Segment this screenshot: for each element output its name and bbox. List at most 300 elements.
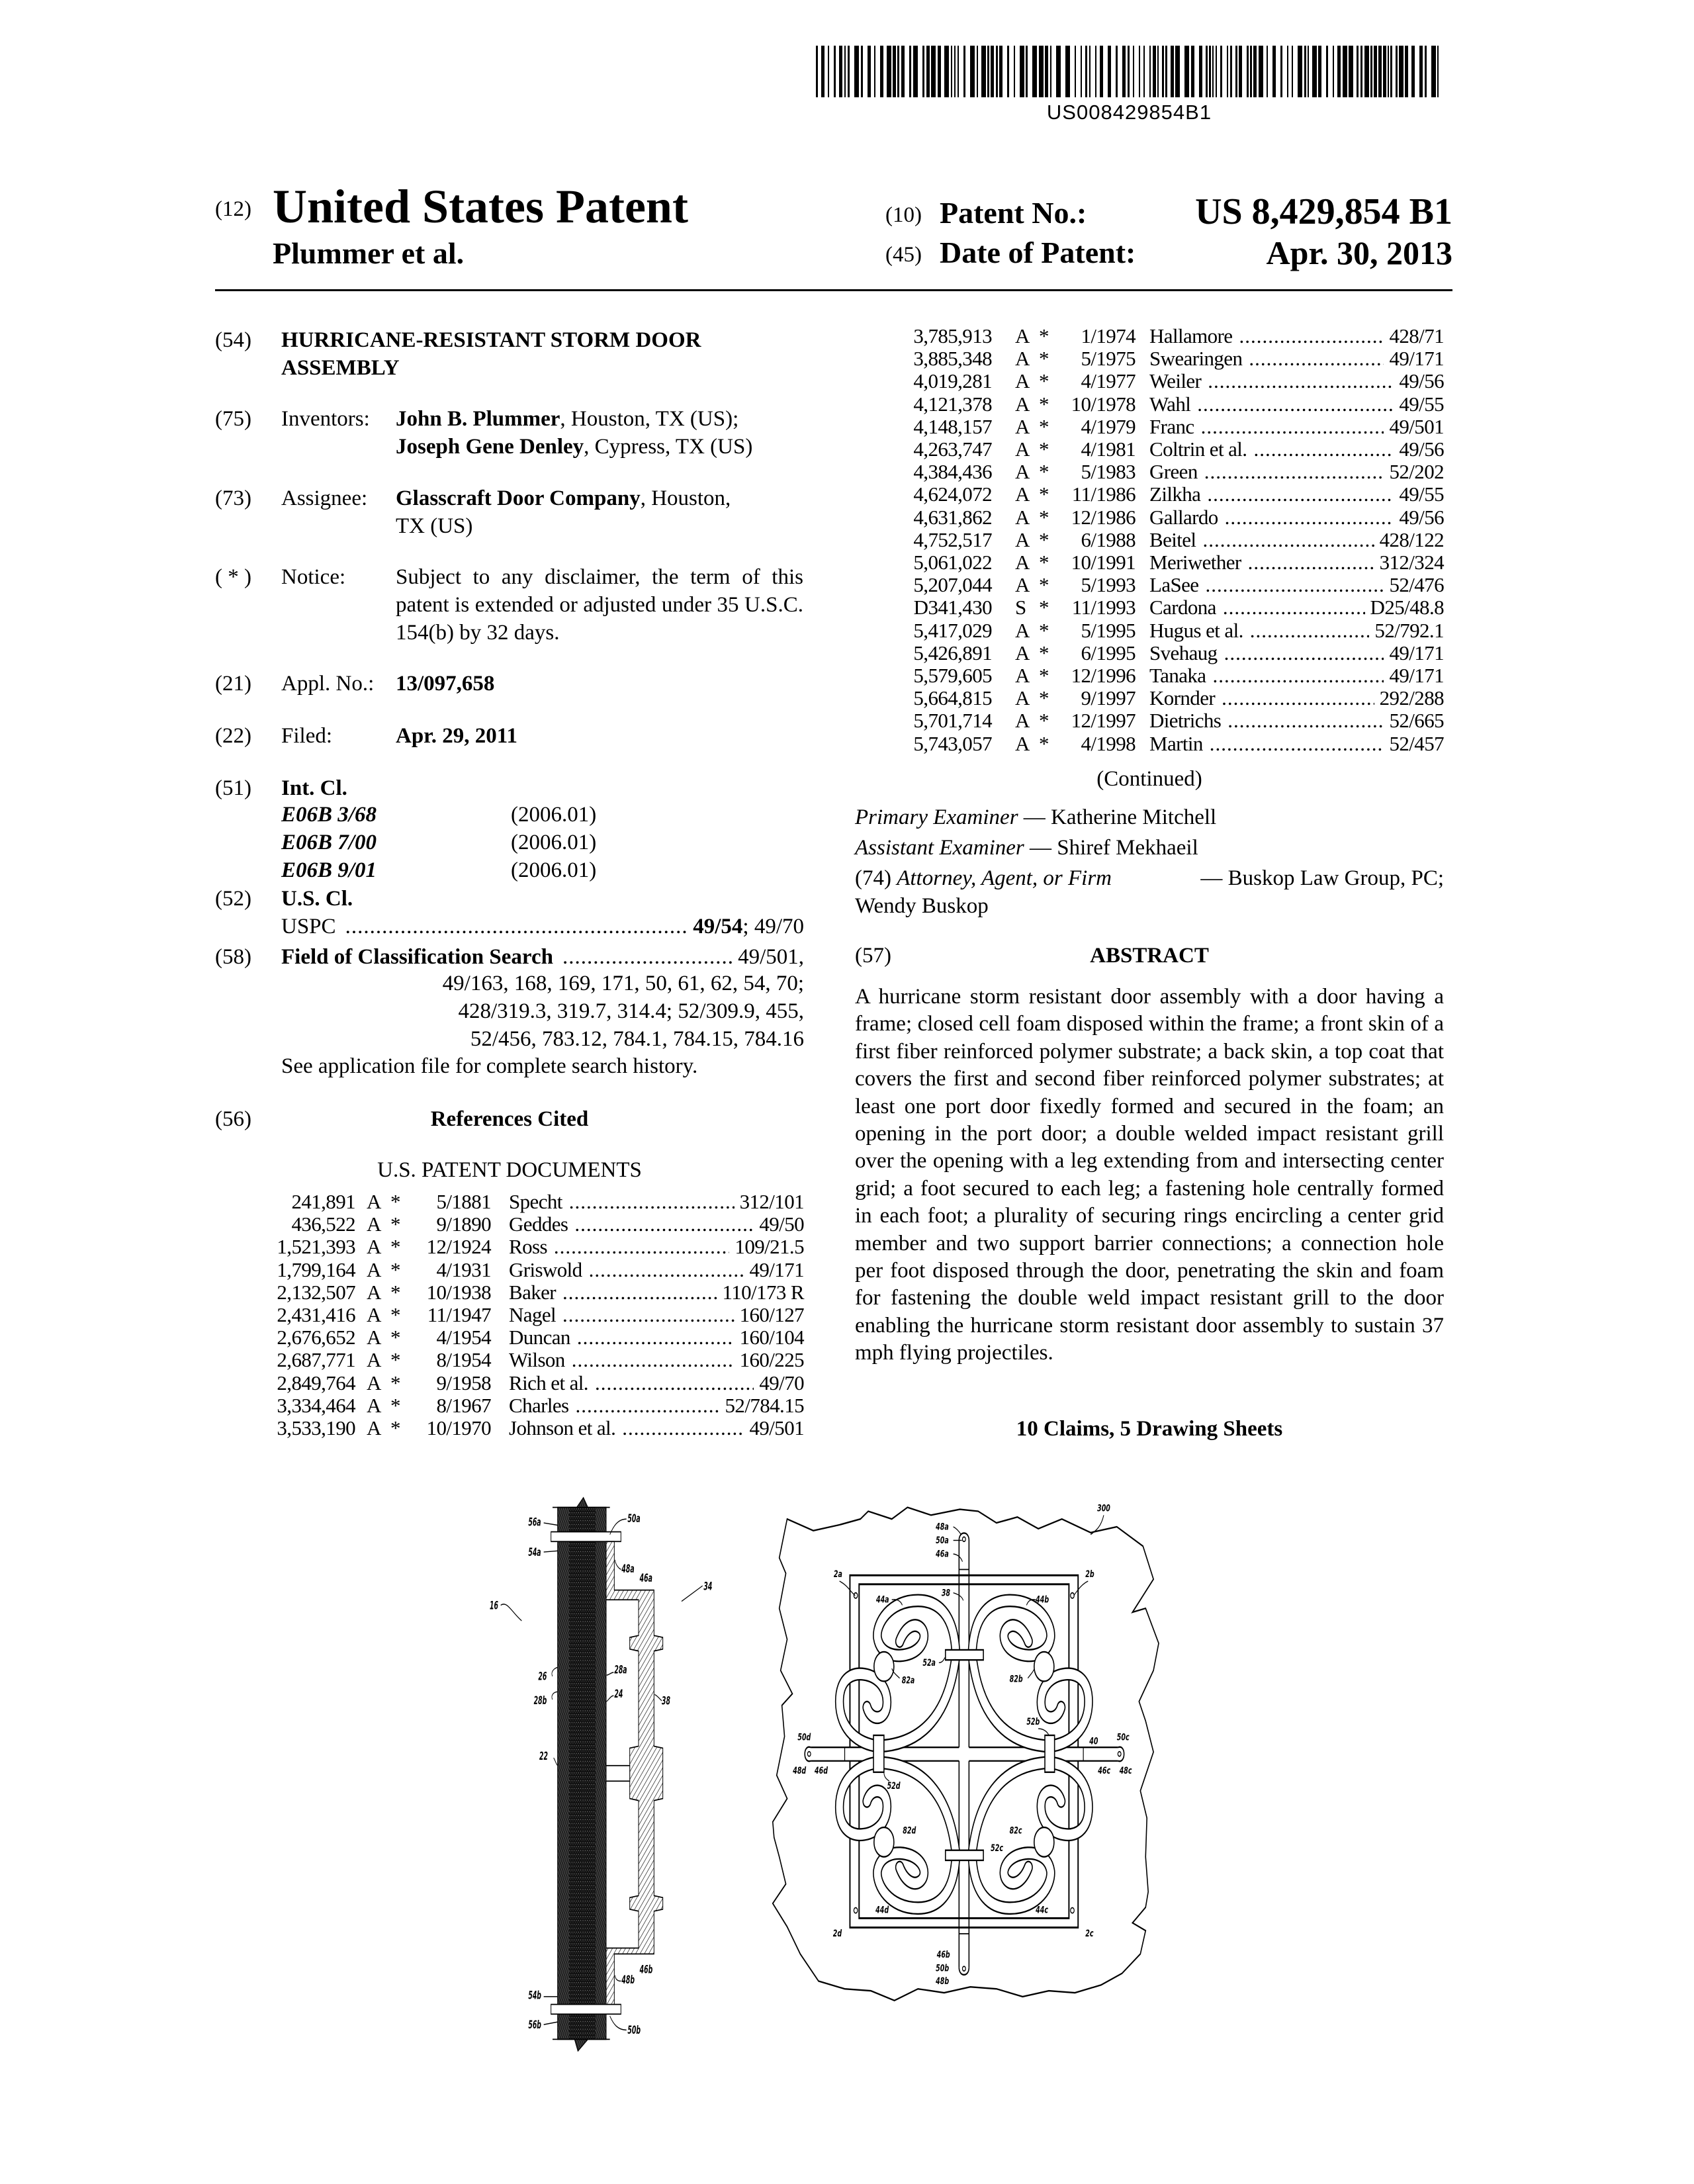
document-type: United States Patent bbox=[273, 180, 688, 233]
kind-code: A bbox=[367, 1416, 381, 1439]
reference-row bbox=[860, 347, 1444, 370]
barcode-bar bbox=[848, 46, 850, 97]
examiner-cited-mark: * bbox=[390, 1212, 400, 1236]
ref-label: 2a bbox=[833, 1569, 842, 1580]
barcode-bar bbox=[901, 46, 905, 97]
barcode-bar bbox=[1199, 46, 1202, 97]
examiner-cited-mark: * bbox=[1039, 414, 1049, 438]
ref-label: 28a bbox=[614, 1664, 627, 1677]
dot-leader bbox=[345, 913, 688, 940]
examiner-cited-mark: * bbox=[1039, 369, 1049, 393]
examiner-cited-mark: * bbox=[1039, 324, 1049, 347]
ref-label: 2b bbox=[1085, 1569, 1094, 1580]
ref-label: 50a bbox=[936, 1535, 949, 1546]
uspc-main-class: 49/54 bbox=[693, 915, 743, 938]
examiner-cited-mark: * bbox=[1039, 641, 1049, 664]
barcode-bar bbox=[938, 46, 941, 97]
issue-date: 5/1975 bbox=[1081, 347, 1136, 371]
appl-code: (21) bbox=[215, 672, 251, 696]
int-cl-class: E06B 3/68 bbox=[281, 803, 377, 827]
inventor-and-class bbox=[509, 1213, 804, 1236]
barcode-bar bbox=[1267, 46, 1268, 97]
us-class: 49/501 bbox=[749, 1416, 804, 1439]
issue-date: 11/1947 bbox=[427, 1303, 491, 1326]
ref-label: 24 bbox=[614, 1688, 623, 1702]
kind-code: A bbox=[367, 1393, 381, 1417]
kind-code: A bbox=[1015, 505, 1030, 529]
reference-row bbox=[860, 574, 1444, 596]
kind-code: A bbox=[1015, 551, 1030, 574]
reference-row bbox=[860, 529, 1444, 551]
issue-date: 10/1978 bbox=[1071, 392, 1136, 416]
patent-number: 2,676,652 bbox=[277, 1326, 355, 1349]
kind-code: A bbox=[367, 1326, 381, 1349]
patent-number: 5,579,605 bbox=[913, 664, 992, 687]
inventor-and-class bbox=[1149, 461, 1444, 483]
issue-date: 1/1974 bbox=[1081, 324, 1136, 347]
inventor-and-class bbox=[1149, 642, 1444, 664]
kind-code-12: (12) bbox=[215, 197, 251, 221]
inventor-name: Johnson et al. bbox=[509, 1416, 616, 1439]
ref-label: 34 bbox=[703, 1581, 713, 1594]
barcode-bar bbox=[1343, 46, 1347, 97]
dot-leader bbox=[622, 1417, 744, 1439]
inventor-name: Svehaug bbox=[1149, 641, 1218, 664]
abstract-heading: ABSTRACT bbox=[1090, 944, 1209, 968]
barcode-bar bbox=[970, 46, 975, 97]
ref-label: 50b bbox=[936, 1962, 950, 1974]
us-class: 292/288 bbox=[1379, 686, 1444, 710]
reference-row bbox=[860, 438, 1444, 461]
kind-code: A bbox=[367, 1212, 381, 1236]
patent-number: D341,430 bbox=[913, 596, 992, 619]
ref-label: 46b bbox=[639, 1964, 653, 1977]
dot-leader bbox=[577, 1326, 735, 1349]
attorney-line-2: Wendy Buskop bbox=[855, 894, 989, 918]
barcode-bar bbox=[1425, 46, 1427, 97]
barcode-bar bbox=[816, 46, 818, 97]
ref-label: 44d bbox=[875, 1904, 889, 1916]
patent-number: 241,891 bbox=[291, 1190, 355, 1213]
inventor-name: Coltrin et al. bbox=[1149, 437, 1247, 461]
barcode-bar bbox=[987, 46, 989, 97]
us-class: 49/171 bbox=[1389, 347, 1444, 371]
kind-code: S bbox=[1015, 596, 1026, 619]
patent-number: 4,631,862 bbox=[913, 505, 992, 529]
issue-date: 4/1981 bbox=[1081, 437, 1136, 461]
barcode-bar bbox=[1128, 46, 1130, 97]
barcode-bar bbox=[1227, 46, 1228, 97]
inventor-and-class bbox=[1149, 393, 1444, 416]
patent-number: 4,384,436 bbox=[913, 460, 992, 484]
inventor-and-class bbox=[509, 1326, 804, 1349]
dot-leader bbox=[1249, 347, 1384, 370]
header-divider bbox=[215, 289, 1452, 291]
us-class: 49/56 bbox=[1399, 505, 1444, 529]
examiner-cited-mark: * bbox=[1039, 392, 1049, 416]
barcode-bar bbox=[1026, 46, 1028, 97]
ref-label: 54b bbox=[528, 1989, 542, 2003]
ref-label: 48a bbox=[621, 1563, 635, 1576]
barcode-bar bbox=[839, 46, 842, 97]
inventor-name: Duncan bbox=[509, 1326, 570, 1349]
barcode-bar bbox=[1216, 46, 1217, 97]
inventor-name: Zilkha bbox=[1149, 482, 1201, 506]
ref-label: 82a bbox=[901, 1674, 915, 1686]
dot-leader bbox=[589, 1259, 744, 1281]
barcode-bar bbox=[963, 46, 965, 97]
ref-label: 2c bbox=[1085, 1928, 1094, 1939]
kind-code: A bbox=[1015, 664, 1030, 687]
inventor-name: Meriwether bbox=[1149, 551, 1241, 574]
barcode-bar bbox=[1162, 46, 1164, 97]
barcode-bar bbox=[1390, 46, 1392, 97]
kind-code: A bbox=[1015, 437, 1030, 461]
kind-code-45: (45) bbox=[885, 243, 922, 267]
ref-label: 22 bbox=[539, 1751, 548, 1763]
barcode-bar bbox=[1333, 46, 1334, 97]
inventor-and-class bbox=[509, 1349, 804, 1371]
barcode-bar bbox=[1045, 46, 1048, 97]
ref-label: 82d bbox=[903, 1825, 916, 1836]
abstract-text: A hurricane storm resistant door assembly with a door having a frame; closed cell foam disposed within the frame; a front skin of a first fiber reinforced polymer substrate; a back skin, a top coat that covers the first and second fiber reinforced polymer substrates; at least one port door fixedly formed and secured in the foam; an opening in the port door; a double welded impact resistant grill over the opening with a leg extending from and intersecting center grid; a foot secured to each leg; a fastening hole centrally formed in each foot; a plurality of securing rings encircling a center grid member and two support barrier connections; a connection hole per foot disposed through the door, penetrating the skin and foam for fastening the double weld impact resistant grill to the door enabling the hurricane storm resistant door assembly to sustain 37 mph flying projectiles. bbox=[855, 985, 1444, 1365]
dot-leader bbox=[562, 943, 733, 971]
barcode-bar bbox=[1370, 46, 1372, 97]
barcode-bar bbox=[1405, 46, 1408, 97]
barcode-bar bbox=[1116, 46, 1118, 97]
inventor-name: Ross bbox=[509, 1235, 547, 1259]
ref-label: 44a bbox=[875, 1594, 889, 1605]
barcode-bar bbox=[1165, 46, 1167, 97]
kind-code: A bbox=[1015, 573, 1030, 597]
inventor-2-location: , Cypress, TX (US) bbox=[584, 435, 753, 459]
patent-no-label: Patent No.: bbox=[940, 196, 1087, 230]
barcode-bar bbox=[1326, 46, 1328, 97]
primary-examiner bbox=[855, 803, 1216, 831]
reference-row bbox=[860, 325, 1444, 347]
door-panel bbox=[553, 1498, 610, 2051]
us-cl-label: U.S. Cl. bbox=[281, 887, 353, 911]
uspc-line bbox=[281, 913, 804, 940]
barcode-bar bbox=[981, 46, 986, 97]
patent-number: US 8,429,854 B1 bbox=[1195, 191, 1452, 232]
patent-number: 3,334,464 bbox=[277, 1393, 355, 1417]
inventor-and-class bbox=[1149, 506, 1444, 529]
barcode-bar bbox=[1411, 46, 1415, 97]
examiner-cited-mark: * bbox=[1039, 482, 1049, 506]
issue-date: 5/1983 bbox=[1081, 460, 1136, 484]
us-class: 160/225 bbox=[739, 1348, 804, 1372]
examiner-cited-mark: * bbox=[1039, 664, 1049, 687]
patent-number: 3,785,913 bbox=[913, 324, 992, 347]
barcode-bar bbox=[1032, 46, 1037, 97]
us-class: 52/457 bbox=[1389, 731, 1444, 755]
barcode-bar bbox=[1378, 46, 1382, 97]
examiner-cited-mark: * bbox=[1039, 347, 1049, 371]
us-class: 160/104 bbox=[739, 1326, 804, 1349]
barcode-bar bbox=[1191, 46, 1194, 97]
attorney bbox=[855, 864, 1444, 892]
ref-label: 48b bbox=[621, 1974, 635, 1987]
issue-date: 11/1993 bbox=[1071, 596, 1136, 619]
reference-row bbox=[860, 483, 1444, 506]
inventor-and-class bbox=[509, 1191, 804, 1213]
barcode-bar bbox=[1298, 46, 1302, 97]
issue-date: 4/1979 bbox=[1081, 414, 1136, 438]
inventor-name: Beitel bbox=[1149, 527, 1196, 551]
barcode-bar bbox=[1272, 46, 1276, 97]
patent-number: 1,521,393 bbox=[277, 1235, 355, 1259]
reference-row bbox=[860, 461, 1444, 483]
us-patent-documents-heading: U.S. PATENT DOCUMENTS bbox=[377, 1158, 642, 1182]
dot-leader bbox=[1205, 574, 1384, 596]
barcode-bar bbox=[828, 46, 829, 97]
patent-number: 3,533,190 bbox=[277, 1416, 355, 1439]
ref-label: 54a bbox=[528, 1547, 541, 1559]
us-class: 110/173 R bbox=[722, 1280, 804, 1304]
assistant-examiner-label: Assistant Examiner bbox=[855, 836, 1024, 860]
barcode-bar bbox=[1065, 46, 1070, 97]
issue-date: 4/1931 bbox=[436, 1257, 491, 1281]
reference-row bbox=[215, 1394, 804, 1417]
issue-date: 5/1881 bbox=[436, 1190, 491, 1213]
dot-leader bbox=[1210, 733, 1384, 755]
issue-date: 5/1993 bbox=[1081, 573, 1136, 597]
issue-date: 4/1954 bbox=[436, 1326, 491, 1349]
ref-label: 48c bbox=[1119, 1765, 1132, 1776]
us-class: 49/55 bbox=[1399, 392, 1444, 416]
barcode-bar bbox=[954, 46, 956, 97]
inventor-2 bbox=[396, 433, 752, 461]
us-class: 49/171 bbox=[1389, 641, 1444, 664]
inventor-and-class bbox=[1149, 325, 1444, 347]
ref-label: 50a bbox=[627, 1513, 641, 1525]
reference-row bbox=[860, 733, 1444, 755]
inventor-name: Kornder bbox=[1149, 686, 1216, 710]
appl-number: 13/097,658 bbox=[396, 672, 495, 696]
examiner-cited-mark: * bbox=[1039, 596, 1049, 619]
ref-label: 82b bbox=[1009, 1673, 1023, 1685]
patent-number: 5,701,714 bbox=[913, 709, 992, 733]
spacer bbox=[606, 1766, 630, 1781]
dot-leader bbox=[1204, 461, 1384, 483]
ref-label: 2d bbox=[832, 1928, 842, 1939]
inventor-and-class bbox=[1149, 551, 1444, 574]
inventor-and-class bbox=[1149, 370, 1444, 392]
patent-number: 2,849,764 bbox=[277, 1371, 355, 1394]
issue-date: 9/1997 bbox=[1081, 686, 1136, 710]
inventor-name: Hallamore bbox=[1149, 324, 1233, 347]
examiner-cited-mark: * bbox=[390, 1235, 400, 1259]
patent-number: 5,664,815 bbox=[913, 686, 992, 710]
barcode-bar bbox=[1250, 46, 1252, 97]
us-class: 312/101 bbox=[739, 1190, 804, 1213]
barcode-bar bbox=[1139, 46, 1140, 97]
patent-number: 5,417,029 bbox=[913, 618, 992, 642]
barcode-bar bbox=[1209, 46, 1211, 97]
barcode-bar bbox=[1383, 46, 1386, 97]
inventor-and-class bbox=[509, 1236, 804, 1258]
issue-date: 9/1958 bbox=[436, 1371, 491, 1394]
barcode-bar bbox=[1357, 46, 1359, 97]
us-class: D25/48.8 bbox=[1370, 596, 1444, 619]
ref-label: 48b bbox=[936, 1976, 950, 1987]
ref-label: 82c bbox=[1009, 1825, 1022, 1836]
examiner-cited-mark: * bbox=[1039, 686, 1049, 710]
reference-row bbox=[860, 393, 1444, 416]
dot-leader bbox=[1197, 393, 1394, 416]
inventor-and-class bbox=[1149, 664, 1444, 687]
title-code: (54) bbox=[215, 328, 251, 352]
inventor-name: Weiler bbox=[1149, 369, 1202, 393]
ref-label: 46a bbox=[936, 1548, 949, 1560]
us-class: 49/56 bbox=[1399, 437, 1444, 461]
appl-label: Appl. No.: bbox=[281, 672, 375, 696]
barcode-bar bbox=[1020, 46, 1024, 97]
patent-number: 2,687,771 bbox=[277, 1348, 355, 1372]
uspc-label: USPC bbox=[281, 915, 336, 938]
kind-code: A bbox=[1015, 347, 1030, 371]
patent-number: 5,743,057 bbox=[913, 731, 992, 755]
dot-leader bbox=[572, 1349, 735, 1371]
kind-code: A bbox=[1015, 731, 1030, 755]
barcode-bar bbox=[1171, 46, 1174, 97]
kind-code: A bbox=[1015, 686, 1030, 710]
ref-label: 28b bbox=[533, 1695, 547, 1707]
inventor-name: Green bbox=[1149, 460, 1198, 484]
examiner-cited-mark: * bbox=[1039, 505, 1049, 529]
reference-row bbox=[860, 687, 1444, 709]
examiner-cited-mark: * bbox=[1039, 460, 1049, 484]
ref-label: 56b bbox=[528, 2019, 542, 2032]
us-class: 49/501 bbox=[1389, 414, 1444, 438]
inventor-2-name: Joseph Gene Denley bbox=[396, 435, 584, 459]
ref-label: 44c bbox=[1036, 1904, 1048, 1916]
reference-row bbox=[215, 1372, 804, 1394]
barcode-bar bbox=[1039, 46, 1044, 97]
reference-row bbox=[860, 370, 1444, 392]
examiner-cited-mark: * bbox=[1039, 573, 1049, 597]
issue-date: 10/1970 bbox=[426, 1416, 491, 1439]
dot-leader bbox=[1208, 370, 1394, 392]
barcode-bar bbox=[1239, 46, 1242, 97]
inventor-and-class bbox=[1149, 438, 1444, 461]
barcode-bar bbox=[1157, 46, 1159, 97]
barcode-bar bbox=[944, 46, 949, 97]
examiner-cited-mark: * bbox=[390, 1348, 400, 1372]
inventor-1 bbox=[396, 405, 738, 433]
issue-date: 4/1977 bbox=[1081, 369, 1136, 393]
barcode-bar bbox=[1308, 46, 1309, 97]
dot-leader bbox=[1248, 551, 1374, 574]
kind-code: A bbox=[367, 1303, 381, 1326]
primary-examiner-name: — Katherine Mitchell bbox=[1018, 805, 1217, 829]
attorney-label: Attorney, Agent, or Firm bbox=[897, 866, 1112, 890]
notice-code: ( * ) bbox=[215, 565, 251, 589]
inventor-and-class bbox=[1149, 574, 1444, 596]
barcode-bar bbox=[991, 46, 994, 97]
ref-label: 52d bbox=[887, 1780, 901, 1792]
inventor-name: Geddes bbox=[509, 1212, 568, 1236]
barcode-bar bbox=[1253, 46, 1257, 97]
barcode-bar bbox=[1399, 46, 1404, 97]
examiner-cited-mark: * bbox=[390, 1371, 400, 1394]
issue-date: 10/1991 bbox=[1071, 551, 1136, 574]
issue-date: 4/1998 bbox=[1081, 731, 1136, 755]
barcode-bar bbox=[1085, 46, 1087, 97]
inventor-and-class bbox=[509, 1259, 804, 1281]
us-cl-code: (52) bbox=[215, 887, 251, 911]
ref-label: 48a bbox=[936, 1521, 949, 1533]
barcode-bar bbox=[1312, 46, 1317, 97]
date-of-patent: Apr. 30, 2013 bbox=[1266, 234, 1452, 271]
dot-leader bbox=[576, 1394, 720, 1417]
reference-row bbox=[860, 642, 1444, 664]
inventor-and-class bbox=[1149, 416, 1444, 438]
barcode-bar bbox=[922, 46, 924, 97]
barcode-bar bbox=[887, 46, 891, 97]
barcode-bar bbox=[1212, 46, 1214, 97]
us-class: 428/122 bbox=[1379, 527, 1444, 551]
assignee-location-2: TX (US) bbox=[396, 514, 473, 538]
inventor-1-location: , Houston, TX (US); bbox=[560, 407, 739, 431]
ref-label: 48d bbox=[793, 1765, 807, 1776]
barcode-bar bbox=[1007, 46, 1009, 97]
barcode-bar bbox=[1014, 46, 1015, 97]
int-cl-label: Int. Cl. bbox=[281, 776, 347, 800]
inventor-name: Nagel bbox=[509, 1303, 557, 1326]
us-class: 49/171 bbox=[1389, 664, 1444, 687]
inventor-and-class bbox=[509, 1281, 804, 1304]
us-class: 49/50 bbox=[759, 1212, 804, 1236]
inventor-name: Hugus et al. bbox=[1149, 618, 1243, 642]
inventor-name: Franc bbox=[1149, 414, 1194, 438]
issue-date: 12/1997 bbox=[1071, 709, 1136, 733]
issue-date: 6/1988 bbox=[1081, 527, 1136, 551]
reference-row bbox=[860, 709, 1444, 732]
barcode-bar bbox=[1108, 46, 1111, 97]
bolt-bottom bbox=[551, 2005, 621, 2015]
dot-leader bbox=[562, 1304, 735, 1326]
assignee-code: (73) bbox=[215, 486, 251, 510]
barcode-bar bbox=[1318, 46, 1321, 97]
us-class: 49/171 bbox=[749, 1257, 804, 1281]
kind-code: A bbox=[1015, 369, 1030, 393]
inventor-short: Plummer et al. bbox=[273, 236, 465, 270]
barcode-bar bbox=[913, 46, 918, 97]
barcode-bar bbox=[951, 46, 952, 97]
barcode-bar bbox=[1056, 46, 1061, 97]
barcode-bar bbox=[958, 46, 959, 97]
issue-date: 10/1938 bbox=[426, 1280, 491, 1304]
inventor-name: Swearingen bbox=[1149, 347, 1243, 371]
barcode-bar bbox=[1287, 46, 1288, 97]
date-of-patent-label: Date of Patent: bbox=[940, 236, 1136, 269]
kind-code: A bbox=[367, 1348, 381, 1372]
barcode-bar bbox=[1075, 46, 1076, 97]
reference-row bbox=[860, 619, 1444, 642]
figure-front-view bbox=[761, 1496, 1171, 2105]
inventor-name: LaSee bbox=[1149, 573, 1199, 597]
barcode-bar bbox=[1081, 46, 1082, 97]
patent-number: 4,263,747 bbox=[913, 437, 992, 461]
barcode-bar bbox=[909, 46, 911, 97]
barcode-bar bbox=[844, 46, 846, 97]
barcode-bar bbox=[1304, 46, 1306, 97]
patent-number: 5,207,044 bbox=[913, 573, 992, 597]
dot-leader bbox=[1202, 529, 1374, 551]
barcode-bar bbox=[1259, 46, 1263, 97]
